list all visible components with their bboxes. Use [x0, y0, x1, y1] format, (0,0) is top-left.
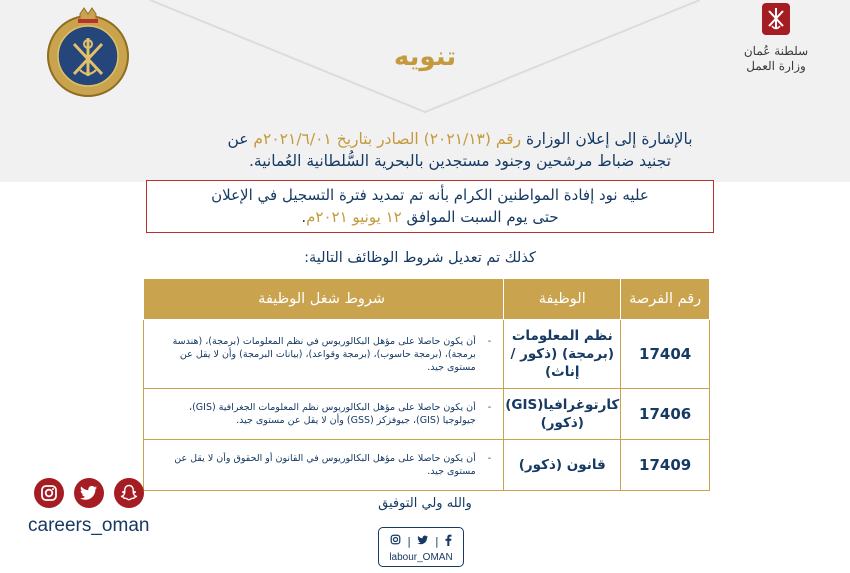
opportunity-number: 17404 [621, 320, 710, 389]
intro-paragraph [60, 128, 850, 172]
social-links [34, 478, 162, 508]
careers-handle[interactable]: careers_oman [28, 515, 150, 536]
ministry-name-line1: سلطنة عُمان [743, 44, 809, 58]
twitter-icon[interactable] [417, 535, 429, 548]
jobs-table [143, 278, 710, 491]
job-requirements: - أن يكون حاصلا على مؤهل البكالوريوس في نظم المعلومات (برمجة)، (هندسة برمجة)، (برمجة حاسوب)، (برمجة وقواعد)، (بيانات البرمجة) وأن لا يقل عن مستوى جيد. [144, 320, 504, 389]
table-row [144, 440, 710, 491]
job-requirements: - أن يكون حاصلا على مؤهل البكالوريوس نظم المعلومات الجغرافية (GIS)، جيولوجيا (GIS)، جيوفزكز (GSS) وأن لا يقل عن مستوى جيد. [144, 389, 504, 440]
intro-text-start: بالإشارة إلى إعلان الوزارة [521, 130, 693, 148]
twitter-icon[interactable] [74, 478, 104, 508]
intro-text-end: عن [227, 130, 254, 148]
instagram-icon[interactable] [390, 534, 401, 548]
job-requirements: - أن يكون حاصلا على مؤهل البكالوريوس في القانون أو الحقوق وأن لا يقل عن مستوى جيد. [144, 440, 504, 491]
divider: | [407, 534, 411, 548]
notice-line1: عليه نود إفادة المواطنين الكرام بأنه تم تمديد فترة التسجيل في الإعلان [211, 186, 649, 204]
requirements-text: أن يكون حاصلا على مؤهل البكالوريوس نظم المعلومات الجغرافية (GIS)، جيولوجيا (GIS)، جيوفزكز (GSS) وأن لا يقل عن مستوى جيد. [189, 402, 476, 426]
footer-handle[interactable]: labour_OMAN [389, 552, 453, 563]
facebook-icon[interactable] [445, 534, 452, 549]
navy-emblem-icon [40, 4, 136, 100]
notice-line2-start: حتى يوم السبت الموافق [401, 208, 559, 226]
table-header-row [144, 279, 710, 320]
divider: | [435, 534, 439, 548]
table-row [144, 320, 710, 389]
oman-khanjar-icon [761, 2, 791, 36]
job-title: قانون (ذكور) [504, 440, 621, 491]
snapchat-icon[interactable] [114, 478, 144, 508]
job-title: كارتوغرافيا(GIS) (ذكور) [504, 389, 621, 440]
notice-box [146, 180, 714, 233]
amendment-heading: كذلك تم تعديل شروط الوظائف التالية: [304, 250, 536, 266]
opportunity-number: 17409 [621, 440, 710, 491]
table-row [144, 389, 710, 440]
ministry-logo [728, 2, 824, 86]
header-opportunity-number: رقم الفرصة [621, 279, 710, 320]
footer-social-box [378, 527, 464, 567]
intro-line2: تجنيد ضباط مرشحين وجنود مستجدين بالبحرية السُّلطانية العُمانية. [249, 152, 671, 170]
notice-date: ١٢ يونيو ٢٠٢١م [306, 208, 402, 226]
requirements-text: أن يكون حاصلا على مؤهل البكالوريوس في القانون أو الحقوق وأن لا يقل عن مستوى جيد. [174, 453, 476, 477]
closing-text: والله ولي التوفيق [378, 496, 472, 511]
requirements-text: أن يكون حاصلا على مؤهل البكالوريوس في نظم المعلومات (برمجة)، (هندسة برمجة)، (برمجة حاسوب)، (برمجة وقواعد)، (بيانات البرمجة) وأن لا يقل عن مستوى جيد. [172, 335, 476, 373]
ministry-name-line2: وزارة العمل [746, 59, 806, 73]
instagram-icon[interactable] [34, 478, 64, 508]
header-job: الوظيفة [504, 279, 621, 320]
job-title: نظم المعلومات (برمجة) (ذكور / إناث) [504, 320, 621, 389]
notice-line2-end: . [301, 208, 307, 226]
page-title: تنويه [393, 42, 457, 72]
intro-reference: رقم (٢٠٢١/١٣) الصادر بتاريخ ٢٠٢١/٦/٠١م [253, 130, 522, 148]
header-requirements: شروط شغل الوظيفة [144, 279, 504, 320]
opportunity-number: 17406 [621, 389, 710, 440]
